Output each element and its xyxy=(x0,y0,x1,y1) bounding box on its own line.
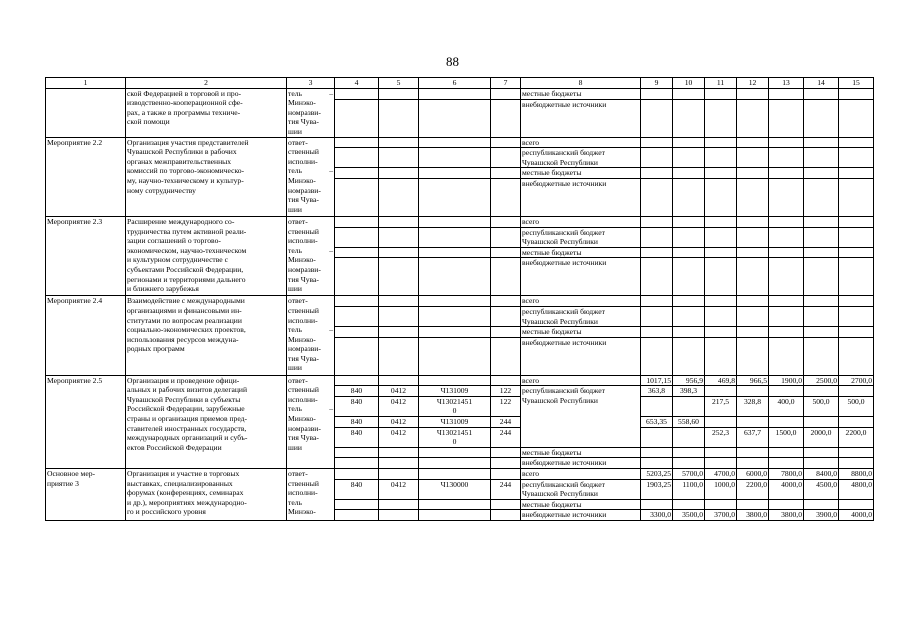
header-cell: 10 xyxy=(673,78,705,89)
value-cell: 3800,0 xyxy=(769,510,804,521)
source-cell: внебюджетные источники xyxy=(521,178,641,216)
value-cell: 3900,0 xyxy=(804,510,839,521)
source-cell: местные бюджеты xyxy=(521,499,641,510)
value-cell xyxy=(769,417,804,428)
value-cell: 217,5 xyxy=(705,396,737,416)
executor-cell: ответ- ственный исполни- тель – Минэко- номразви- тия Чува- шии xyxy=(287,296,335,375)
source-cell: всего xyxy=(521,375,641,386)
value-cell: 252,3 xyxy=(705,427,737,447)
header-cell: 8 xyxy=(521,78,641,89)
header-cell: 1 xyxy=(46,78,126,89)
value-cell: 558,60 xyxy=(673,417,705,428)
value-cell: 1017,15 xyxy=(641,375,673,386)
value-cell xyxy=(804,417,839,428)
value-cell xyxy=(737,417,769,428)
code-cell: 840 xyxy=(335,417,379,428)
header-cell: 15 xyxy=(839,78,874,89)
header-cell: 2 xyxy=(126,78,287,89)
code-cell: Ч13021451 0 xyxy=(419,396,491,416)
source-cell: местные бюджеты xyxy=(521,88,641,99)
header-cell: 7 xyxy=(491,78,521,89)
value-cell: 1500,0 xyxy=(769,427,804,447)
code-cell: 0412 xyxy=(379,396,419,416)
table-row xyxy=(46,296,874,307)
value-cell: 5700,0 xyxy=(673,469,705,480)
value-cell xyxy=(705,386,737,397)
event-label-cell: Мероприятие 2.3 xyxy=(46,216,126,295)
code-cell: 840 xyxy=(335,396,379,416)
source-cell: республиканский бюджет Чувашской Республики xyxy=(521,479,641,499)
value-cell xyxy=(839,417,874,428)
header-cell: 13 xyxy=(769,78,804,89)
header-cell: 5 xyxy=(379,78,419,89)
source-cell: внебюджетные источники xyxy=(521,510,641,521)
event-name-cell: Взаимодействие с международными организациями и финансовыми ин- ститутами по вопросам реализации социально-экономических проектов, использования ресурсов междуна- родных программ xyxy=(126,296,287,375)
header-cell: 12 xyxy=(737,78,769,89)
value-cell: 4500,0 xyxy=(804,479,839,499)
value-cell: 469,8 xyxy=(705,375,737,386)
value-cell: 398,3 xyxy=(673,386,705,397)
code-cell: Ч131009 xyxy=(419,417,491,428)
code-cell: 122 xyxy=(491,386,521,397)
header-cell: 6 xyxy=(419,78,491,89)
value-cell: 8400,0 xyxy=(804,469,839,480)
value-cell: 1900,0 xyxy=(769,375,804,386)
header-cell: 4 xyxy=(335,78,379,89)
header-cell: 11 xyxy=(705,78,737,89)
event-label-cell: Основное мер- приятие 3 xyxy=(46,469,126,521)
header-cell: 9 xyxy=(641,78,673,89)
code-cell: Ч131009 xyxy=(419,386,491,397)
value-cell: 2500,0 xyxy=(804,375,839,386)
value-cell: 2200,0 xyxy=(737,479,769,499)
value-cell: 500,0 xyxy=(839,396,874,416)
source-cell: местные бюджеты xyxy=(521,168,641,179)
page-number: 88 xyxy=(446,54,459,69)
code-cell: 840 xyxy=(335,479,379,499)
value-cell xyxy=(673,396,705,416)
value-cell xyxy=(705,417,737,428)
table-row xyxy=(46,469,874,480)
value-cell xyxy=(769,386,804,397)
value-cell: 8800,0 xyxy=(839,469,874,480)
event-name-cell: ской Федерацией в торговой и про- изводственно-кооперационной сфе- рах, а также в программы техниче- ской помощи xyxy=(126,88,287,137)
code-cell: 244 xyxy=(491,427,521,447)
event-name-cell: Организация участия представителей Чувашской Республики в рабочих органах межправительственных комиссий по торгово-экономическо- му, научно-техническому и культур- ному сотрудничеству xyxy=(126,137,287,216)
value-cell: 1100,0 xyxy=(673,479,705,499)
executor-cell: тель – Минэко- номразви- тия Чува- шии xyxy=(288,88,333,136)
value-cell: 5203,25 xyxy=(641,469,673,480)
value-cell: 328,8 xyxy=(737,396,769,416)
executor-cell: ответ- ственный исполни- тель Минэко- xyxy=(287,469,335,521)
table-row xyxy=(46,375,874,386)
code-cell: 0412 xyxy=(379,427,419,447)
table-row xyxy=(46,88,874,99)
code-cell: 840 xyxy=(335,386,379,397)
source-cell: всего xyxy=(521,216,641,227)
event-label-cell: Мероприятие 2.2 xyxy=(46,137,126,216)
event-name-cell: Расширение международного со- трудничества путем активной реали- зации соглашений о торгово- экономическом, научно-техническом и культурном сотрудничестве с субъектами Российской Федерации, регионами и территориями дальнего и ближнего зарубежья xyxy=(126,216,287,295)
code-cell: 122 xyxy=(491,396,521,416)
value-cell xyxy=(673,427,705,447)
source-cell: местные бюджеты xyxy=(521,447,641,458)
source-cell: всего xyxy=(521,296,641,307)
value-cell: 1903,25 xyxy=(641,479,673,499)
executor-cell: ответ- ственный исполни- тель – Минэко- номразви- тия Чува- шии xyxy=(287,216,335,295)
source-cell: внебюджетные источники xyxy=(521,99,641,137)
value-cell: 2000,0 xyxy=(804,427,839,447)
value-cell: 653,35 xyxy=(641,417,673,428)
source-cell: местные бюджеты xyxy=(521,247,641,258)
value-cell: 7800,0 xyxy=(769,469,804,480)
value-cell: 2200,0 xyxy=(839,427,874,447)
program-table xyxy=(45,77,874,521)
value-cell: 3300,0 xyxy=(641,510,673,521)
value-cell xyxy=(737,386,769,397)
source-cell: внебюджетные источники xyxy=(521,337,641,375)
value-cell: 4800,0 xyxy=(839,479,874,499)
value-cell: 400,0 xyxy=(769,396,804,416)
value-cell xyxy=(839,386,874,397)
code-cell: Ч130000 xyxy=(419,479,491,499)
source-cell: республиканский бюджет Чувашской Республики xyxy=(521,386,641,448)
source-cell: республиканский бюджет Чувашской Республики xyxy=(521,227,641,247)
value-cell: 4700,0 xyxy=(705,469,737,480)
source-cell: республиканский бюджет Чувашской Республики xyxy=(521,306,641,326)
table-row xyxy=(46,137,874,148)
code-cell: 0412 xyxy=(379,386,419,397)
executor-cell: ответ- ственный исполни- тель – Минэко- номразви- тия Чува- шии xyxy=(287,137,335,216)
value-cell: 3500,0 xyxy=(673,510,705,521)
value-cell: 363,8 xyxy=(641,386,673,397)
value-cell: 4000,0 xyxy=(769,479,804,499)
value-cell: 956,9 xyxy=(673,375,705,386)
value-cell: 6000,0 xyxy=(737,469,769,480)
source-cell: внебюджетные источники xyxy=(521,458,641,469)
event-label-cell xyxy=(46,88,126,137)
table-row xyxy=(46,216,874,227)
code-cell: 0412 xyxy=(379,479,419,499)
event-name-cell: Организация и проведение офици- альных и рабочих визитов делегаций Чувашской Республики в субъекты Российской Федерации, зарубежные страны и организация приемов пред- ставителей иностранных государств, международных организаций и субъ- ектов Российской Федерации xyxy=(126,375,287,468)
code-cell: 244 xyxy=(491,417,521,428)
value-cell: 637,7 xyxy=(737,427,769,447)
value-cell xyxy=(641,427,673,447)
value-cell: 2700,0 xyxy=(839,375,874,386)
source-cell: местные бюджеты xyxy=(521,327,641,338)
code-cell: 244 xyxy=(491,479,521,499)
value-cell xyxy=(804,386,839,397)
code-cell: 840 xyxy=(335,427,379,447)
value-cell: 4000,0 xyxy=(839,510,874,521)
header-cell: 14 xyxy=(804,78,839,89)
header-cell: 3 xyxy=(287,78,335,89)
source-cell: всего xyxy=(521,137,641,148)
header-row xyxy=(46,78,874,89)
value-cell: 966,5 xyxy=(737,375,769,386)
value-cell xyxy=(641,396,673,416)
value-cell: 3800,0 xyxy=(737,510,769,521)
event-name-cell: Организация и участие в торговых выставках, специализированных форумах (конференциях, семинарах и др.), мероприятиях международно- го и российского уровня xyxy=(126,469,287,521)
value-cell: 1000,0 xyxy=(705,479,737,499)
source-cell: республиканский бюджет Чувашской Республики xyxy=(521,148,641,168)
value-cell: 500,0 xyxy=(804,396,839,416)
source-cell: внебюджетные источники xyxy=(521,258,641,296)
value-cell: 3700,0 xyxy=(705,510,737,521)
event-label-cell: Мероприятие 2.4 xyxy=(46,296,126,375)
code-cell: 0412 xyxy=(379,417,419,428)
source-cell: всего xyxy=(521,469,641,480)
executor-cell: ответ- ственный исполни- тель – Минэко- номразви- тия Чува- шии xyxy=(287,375,335,468)
code-cell: Ч13021451 0 xyxy=(419,427,491,447)
event-label-cell: Мероприятие 2.5 xyxy=(46,375,126,468)
